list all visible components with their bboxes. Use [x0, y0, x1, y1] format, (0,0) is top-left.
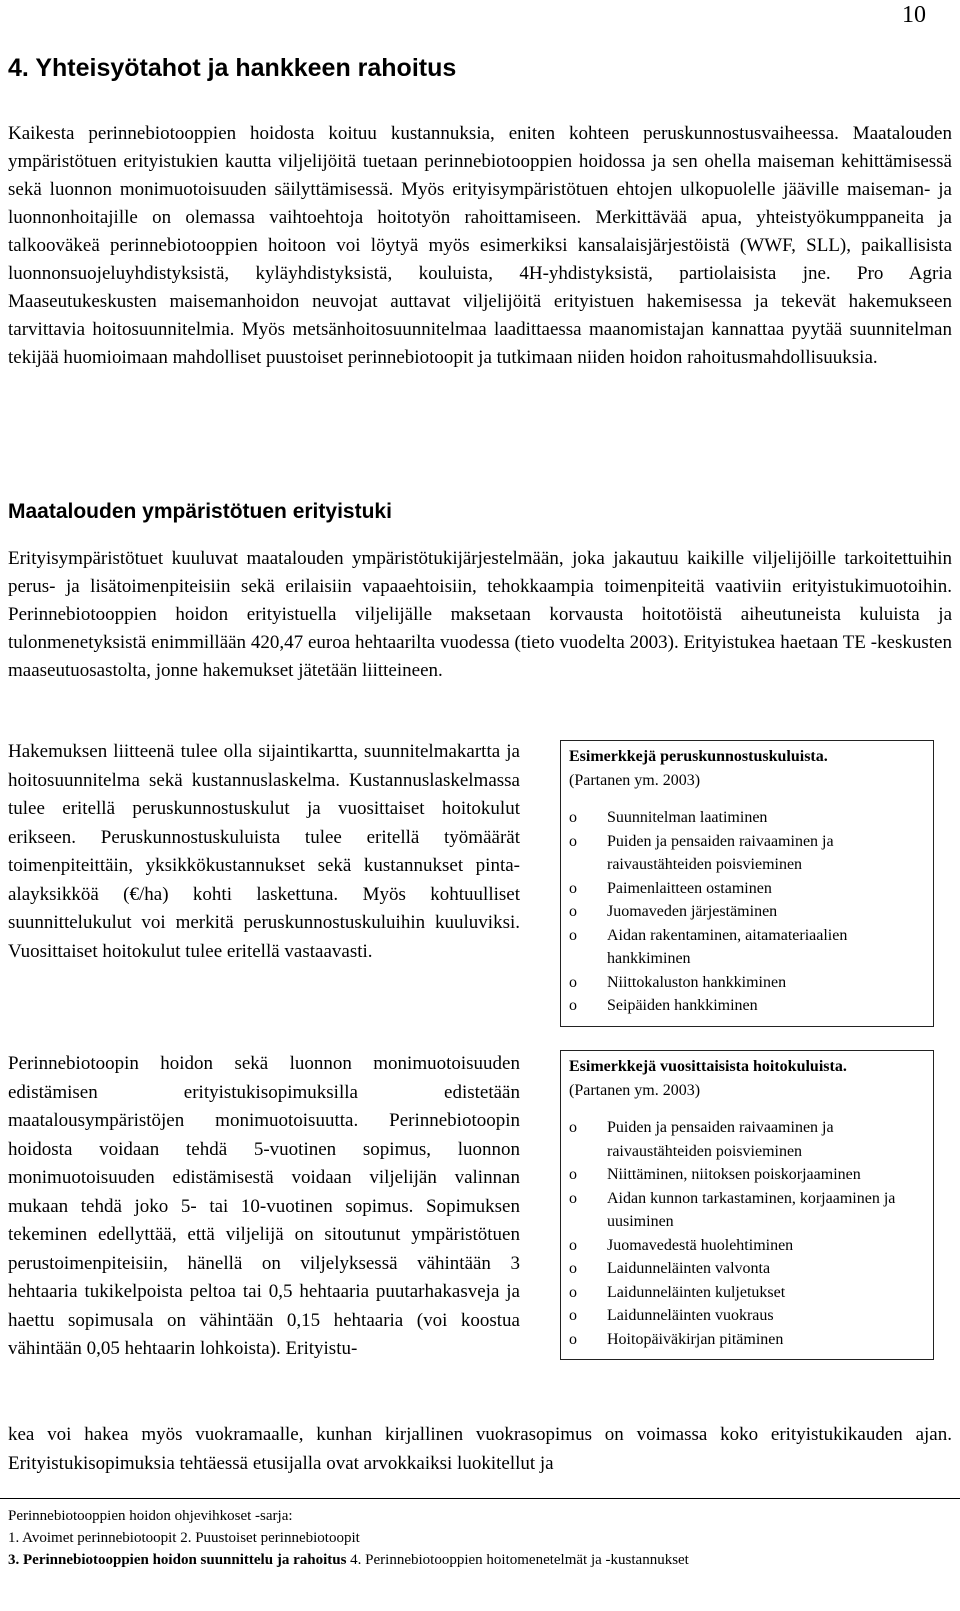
intro-paragraph: Kaikesta perinnebiotooppien hoidosta koituu kustannuksia, eniten kohteen peruskunnostusvaiheessa. Maatalouden ympäristötuen erityistukien kautta viljelijöitä tuetaan perinnebiotooppien hoidossa ja sen ohella maiseman kehittämisessä sekä luonnon monimuotoisuuden säilyttämisessä. Myös erityisympäristötuen ehtojen ulkopuolelle jääville maiseman- ja luonnonhoitajille on olemassa vaihtoehtoja hoitotyön rahoittamiseen. Merkittävää apua, yhteistyökumppaneita ja talkooväkeä perinnebiotooppien hoitoon voi löytyä myös esimerkiksi kansalaisjärjestöistä (WWF, SLL), paikallisista luonnonsuojeluyhdistyksistä, kyläyhdistyksistä, kouluista, 4H-yhdistyksistä, partiolaisista jne. Pro Agria Maaseutukeskusten maisemanhoidon neuvojat auttavat viljelijöitä erityistuen hakemisessa ja tekevät hakemukseen tarvittavia hoitosuunnitelmia. Myös metsänhoitosuunnitelmaa laadittaessa maanomistajan kannattaa pyytää suunnitelman tekijää huomioimaan mahdolliset puustoiset perinnebiotoopit ja tutkimaan niiden hoidon rahoitusmahdollisuuksia. — [8, 123, 952, 368]
list-item: o Laidunneläinten vuokraus — [569, 1304, 933, 1328]
bullet-icon: o — [569, 832, 577, 850]
bullet-icon: o — [569, 926, 577, 944]
box-title: Esimerkkejä vuosittaisista hoitokuluista. — [569, 1058, 847, 1075]
footer-series-line: 1. Avoimet perinnebiotoopit 2. Puustoiset perinnebiotoopit — [8, 1530, 360, 1546]
bullet-icon: o — [569, 1283, 577, 1301]
list-item: o Laidunneläinten kuljetukset — [569, 1281, 933, 1305]
page-number: 10 — [902, 2, 926, 28]
list-item: o Seipäiden hankkiminen — [569, 994, 933, 1018]
footer-series-label: Perinnebiotooppien hoidon ohjevihkoset -sarja: — [8, 1508, 293, 1524]
footer-current-title: 3. Perinnebiotooppien hoidon suunnittelu ja rahoitus — [8, 1552, 347, 1568]
subsection-title: Maatalouden ympäristötuen erityistuki — [8, 500, 392, 523]
bullet-icon: o — [569, 879, 577, 897]
list-item: o Juomaveden järjestäminen — [569, 900, 933, 924]
bullet-icon: o — [569, 1236, 577, 1254]
box-vuosittaiset-hoitokulut — [560, 1050, 934, 1360]
list-item: o Hoitopäiväkirjan pitäminen — [569, 1328, 933, 1352]
box-source: (Partanen ym. 2003) — [569, 1081, 701, 1099]
bullet-icon: o — [569, 1189, 577, 1207]
list-item: o Niittäminen, niitoksen poiskorjaaminen — [569, 1163, 933, 1187]
bullet-icon: o — [569, 1307, 577, 1324]
bullet-icon: o — [569, 1166, 577, 1183]
list-item: o Laidunneläinten valvonta — [569, 1257, 933, 1281]
box-source: (Partanen ym. 2003) — [569, 771, 701, 789]
bullet-icon: o — [569, 1260, 577, 1277]
box-list — [569, 806, 933, 1018]
list-item: o Juomavedestä huolehtiminen — [569, 1234, 933, 1258]
list-item: o Puiden ja pensaiden raivaaminen ja raivaustähteiden poisvieminen — [569, 830, 933, 877]
bullet-icon: o — [569, 973, 577, 991]
list-item: o Paimenlaitteen ostaminen — [569, 877, 933, 901]
list-item: o Aidan rakentaminen, aitamateriaalien hankkiminen — [569, 924, 933, 971]
box-title: Esimerkkejä peruskunnostuskuluista. — [569, 748, 828, 765]
footer-next-title: 4. Perinnebiotooppien hoitomenetelmät ja -kustannukset — [346, 1552, 689, 1568]
bullet-icon: o — [569, 809, 577, 826]
bullet-icon: o — [569, 903, 577, 920]
list-item: o Puiden ja pensaiden raivaaminen ja raivaustähteiden poisvieminen — [569, 1116, 933, 1163]
box-list — [569, 1116, 933, 1351]
box-peruskunnostuskulut — [560, 740, 934, 1027]
bullet-icon: o — [569, 997, 577, 1014]
list-item: o Aidan kunnon tarkastaminen, korjaaminen ja uusiminen — [569, 1187, 933, 1234]
footer-series-line-current — [0, 1549, 960, 1571]
continuation-paragraph: kea voi hakea myös vuokramaalle, kunhan kirjallinen vuokrasopimus on voimassa koko erityistukikauden ajan. Erityistukisopimuksia tehtäessä etusijalla ovat arvokkaiksi luokitellut ja — [8, 1424, 952, 1474]
contract-paragraph: Perinnebiotoopin hoidon sekä luonnon monimuotoisuuden edistämisen erityistukisopimuksilla edistetään maatalousympäristöjen monimuotoisuutta. Perinnebiotoopin hoidosta voidaan tehdä 5-vuotinen sopimus, luonnon monimuotoisuuden edistämisestä voidaan viljelijän valinnan mukaan tehdä joko 5- tai 10-vuotinen sopimus. Sopimuksen tekeminen edellyttää, että viljelijä on sitoutunut ympäristötuen perustoimenpiteisiin, hänellä on viljelyksessä vähintään 3 hehtaaria tukikelpoista peltoa tai 0,5 hehtaaria puutarhakasveja ja haettu sopimusala on vähintään 0,15 hehtaaria (voi koostua vähintään 0,05 hehtaarin lohkoista). Erityistu- — [8, 1053, 520, 1359]
list-item: o Suunnitelman laatiminen — [569, 806, 933, 830]
section-title: 4. Yhteisyötahot ja hankkeen rahoitus — [8, 54, 457, 82]
bullet-icon: o — [569, 1330, 577, 1348]
list-item: o Niittokaluston hankkiminen — [569, 971, 933, 995]
footer — [0, 1498, 960, 1571]
erityistuki-paragraph: Erityisympäristötuet kuuluvat maatalouden ympäristötukijärjestelmään, joka jakautuu kaikille viljelijöille tarkoitettuihin perus- ja lisätoimenpiteisiin sekä erilaisiin vapaaehtoisiin, tehokkaampia toimenpiteitä vaativiin erityistukimuotoihin. Perinnebiotooppien hoidon erityistuella viljelijälle maksetaan korvausta hoitotöistä aiheutuneista kuluista ja tulonmenetyksistä enimmillään 420,47 euroa hehtaarilta vuodessa (tieto vuodelta 2003). Erityistukea haetaan TE -keskusten maaseutuosastolta, jonne hakemukset jätetään liitteineen. — [8, 548, 952, 681]
application-paragraph: Hakemuksen liitteenä tulee olla sijaintikartta, suunnitelmakartta ja hoitosuunnitelma sekä kustannuslaskelma. Kustannuslaskelmassa tulee eritellä peruskunnostuskulut ja vuosittaiset hoitokulut erikseen. Peruskunnostuskuluista tulee eritellä työmäärät toimenpiteittäin, yksikkökustannukset sekä kustannukset pinta-alayksikköä (€/ha) kohti laskettuna. Myös kohtuulliset suunnittelukulut voi merkitä peruskunnostuskuluihin kuuluviksi. Vuosittaiset hoitokulut tulee eritellä vastaavasti. — [8, 741, 520, 962]
bullet-icon: o — [569, 1119, 577, 1136]
